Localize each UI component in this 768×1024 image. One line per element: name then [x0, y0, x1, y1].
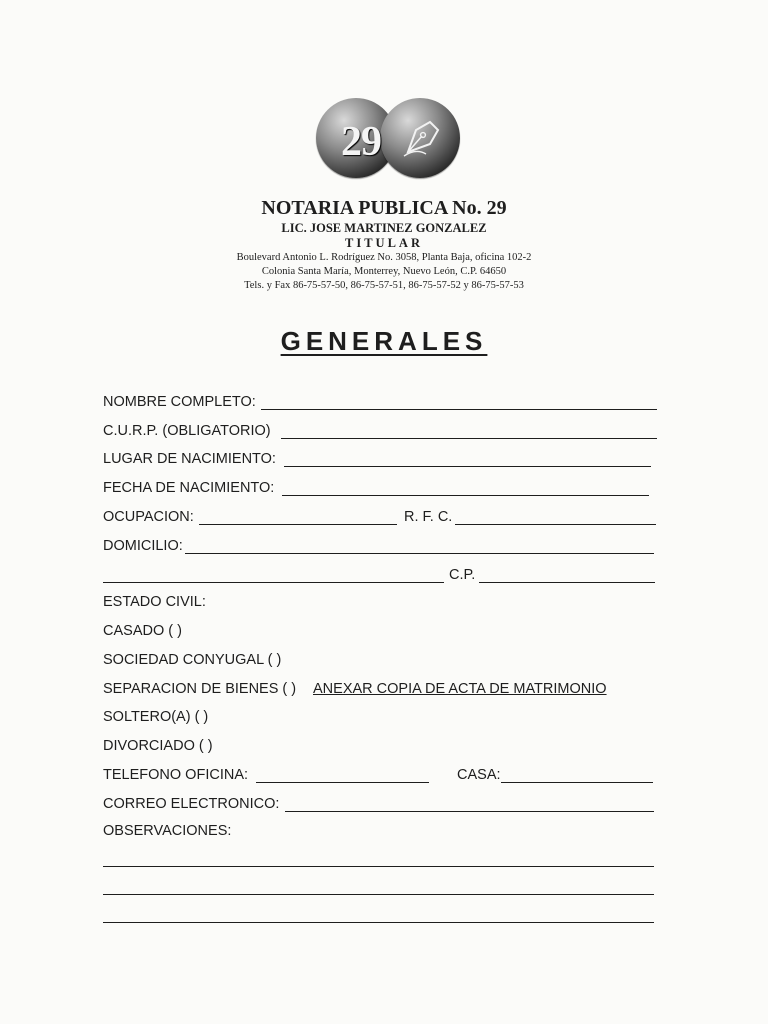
- field-ocupacion[interactable]: [199, 524, 397, 525]
- label-domicilio: DOMICILIO:: [103, 538, 183, 554]
- row-lugar-nacimiento: [103, 451, 659, 471]
- label-correo: CORREO ELECTRONICO:: [103, 796, 280, 812]
- address-line-1: Boulevard Antonio L. Rodríguez No. 3058, Planta Baja, oficina 102-2: [236, 252, 532, 263]
- label-telefono-oficina: TELEFONO OFICINA:: [103, 767, 249, 783]
- field-observaciones-2[interactable]: [103, 894, 654, 895]
- row-nombre: [103, 394, 659, 414]
- row-domicilio: [103, 538, 659, 558]
- row-observaciones-line-1: [103, 851, 659, 871]
- field-casa[interactable]: [501, 782, 653, 783]
- row-curp: [103, 423, 659, 443]
- phone-line: Tels. y Fax 86-75-57-50, 86-75-57-51, 86-75-57-52 y 86-75-57-53: [244, 280, 524, 291]
- field-observaciones-3[interactable]: [103, 922, 654, 923]
- field-fecha-nacimiento[interactable]: [282, 495, 649, 496]
- label-estado-civil: ESTADO CIVIL:: [103, 594, 206, 610]
- option-separacion-bienes[interactable]: SEPARACION DE BIENES ( ): [103, 681, 297, 697]
- field-curp[interactable]: [281, 438, 657, 439]
- row-fecha-nacimiento: [103, 480, 659, 500]
- label-fecha-nacimiento: FECHA DE NACIMIENTO:: [103, 480, 275, 496]
- address-line-2: Colonia Santa María, Monterrey, Nuevo León, C.P. 64650: [261, 266, 507, 277]
- notary-logo: [312, 98, 452, 182]
- field-telefono-oficina[interactable]: [256, 782, 429, 783]
- notary-name: LIC. JOSE MARTINEZ GONZALEZ: [281, 221, 487, 235]
- field-nombre[interactable]: [261, 409, 657, 410]
- notary-title: NOTARIA PUBLICA No. 29: [261, 197, 507, 219]
- field-domicilio-2[interactable]: [103, 582, 444, 583]
- note-anexar-acta: ANEXAR COPIA DE ACTA DE MATRIMONIO: [313, 681, 607, 697]
- fountain-pen-nib-icon: [396, 112, 448, 164]
- label-curp: C.U.R.P. (OBLIGATORIO): [103, 423, 271, 439]
- row-domicilio-cp: [103, 567, 659, 587]
- label-observaciones: OBSERVACIONES:: [103, 823, 232, 839]
- form-heading: GENERALES: [280, 326, 488, 356]
- field-rfc[interactable]: [455, 524, 656, 525]
- row-telefono: [103, 767, 659, 787]
- field-cp[interactable]: [479, 582, 655, 583]
- row-ocupacion-rfc: [103, 509, 659, 529]
- label-nombre: NOMBRE COMPLETO:: [103, 394, 256, 410]
- row-separacion-bienes: [103, 681, 663, 701]
- row-observaciones-line-3: [103, 907, 659, 927]
- field-correo[interactable]: [285, 811, 654, 812]
- label-casa: CASA:: [457, 767, 501, 783]
- row-observaciones-line-2: [103, 879, 659, 899]
- label-rfc: R. F. C.: [404, 509, 453, 525]
- logo-number: 29: [341, 119, 381, 165]
- option-soltero[interactable]: SOLTERO(A) ( ): [103, 709, 209, 725]
- row-correo: [103, 796, 659, 816]
- option-sociedad-conyugal[interactable]: SOCIEDAD CONYUGAL ( ): [103, 652, 282, 668]
- option-divorciado[interactable]: DIVORCIADO ( ): [103, 738, 213, 754]
- label-cp: C.P.: [449, 567, 476, 583]
- field-domicilio[interactable]: [185, 553, 654, 554]
- notary-role: TITULAR: [345, 236, 423, 250]
- field-observaciones-1[interactable]: [103, 866, 654, 867]
- label-ocupacion: OCUPACION:: [103, 509, 194, 525]
- field-lugar-nacimiento[interactable]: [284, 466, 651, 467]
- label-lugar-nacimiento: LUGAR DE NACIMIENTO:: [103, 451, 276, 467]
- option-casado[interactable]: CASADO ( ): [103, 623, 182, 639]
